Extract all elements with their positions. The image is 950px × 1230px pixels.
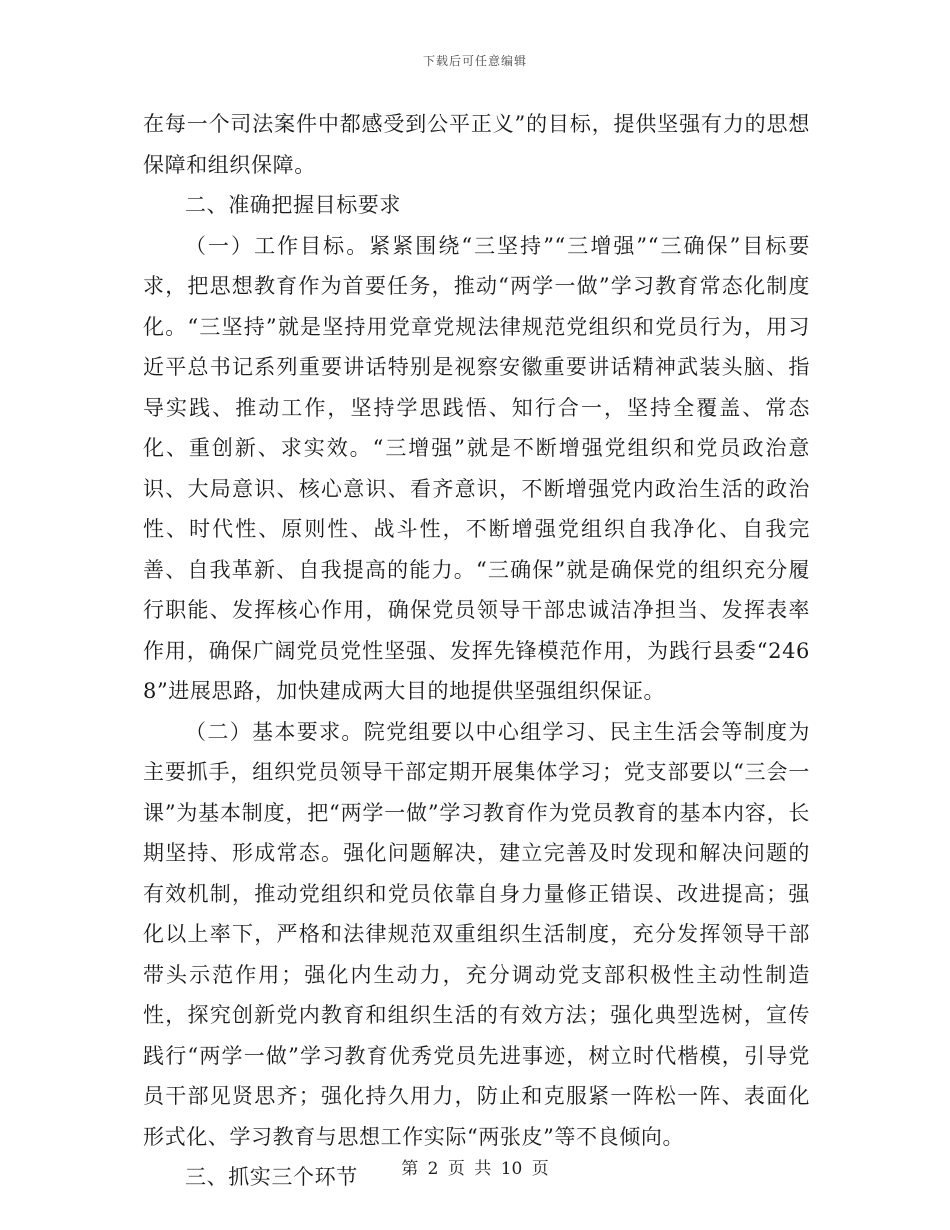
page-number: 第 2 页 共 10 页 bbox=[401, 1159, 549, 1179]
document-body bbox=[143, 104, 810, 1198]
section-heading-2: 二、准确把握目标要求 bbox=[185, 193, 401, 217]
section-heading-3: 三、抓实三个环节 bbox=[185, 1165, 358, 1189]
paragraph-work-goals: （一）工作目标。紧紧围绕“三坚持”“三增强”“三确保”目标要求，把思想教育作为首要任务，推动“两学一做”学习教育常态化制度化。“三坚持”就是坚持用党章党规法律规范党组织和党员行为，用习近平总书记系列重要讲话特别是视察安徽重要讲话精神武装头脑、指导实践、推动工作，坚持学思践悟、知行合一，坚持全覆盖、常态化、重创新、求实效。“三增强”就是不断增强党组织和党员政治意识、大局意识、核心意识、看齐意识，不断增强党内政治生活的政治性、时代性、原则性、战斗性，不断增强党组织自我净化、自我完善、自我革新、自我提高的能力。“三确保”就是确保党的组织充分履行职能、发挥核心作用，确保党员领导干部忠诚洁净担当、发挥表率作用，确保广阔党员党性坚强、发挥先锋模范作用，为践行县委“2468”进展思路，加快建成两大目的地提供坚强组织保证。 bbox=[143, 233, 810, 703]
paragraph-continuation: 在每一个司法案件中都感受到公平正义”的目标，提供坚强有力的思想保障和组织保障。 bbox=[143, 112, 810, 177]
paragraph-basic-requirements: （二）基本要求。院党组要以中心组学习、民主生活会等制度为主要抓手，组织党员领导干部定期开展集体学习；党支部要以“三会一课”为基本制度，把“两学一做”学习教育作为党员教育的基本内容，长期坚持、形成常态。强化问题解决，建立完善及时发现和解决问题的有效机制，推动党组织和党员依靠自身力量修正错误、改进提高；强化以上率下，严格和法律规范双重组织生活制度，充分发挥领导干部带头示范作用；强化内生动力，充分调动党支部积极性主动性制造性，探究创新党内教育和组织生活的有效方法；强化典型选树，宣传践行“两学一做”学习教育优秀党员先进事迹，树立时代楷模，引导党员干部见贤思齐；强化持久用力，防止和克服紧一阵松一阵、表面化形式化、学习教育与思想工作实际“两张皮”等不良倾向。 bbox=[143, 719, 810, 1149]
page-header: 下载后可任意编辑 bbox=[422, 54, 527, 68]
